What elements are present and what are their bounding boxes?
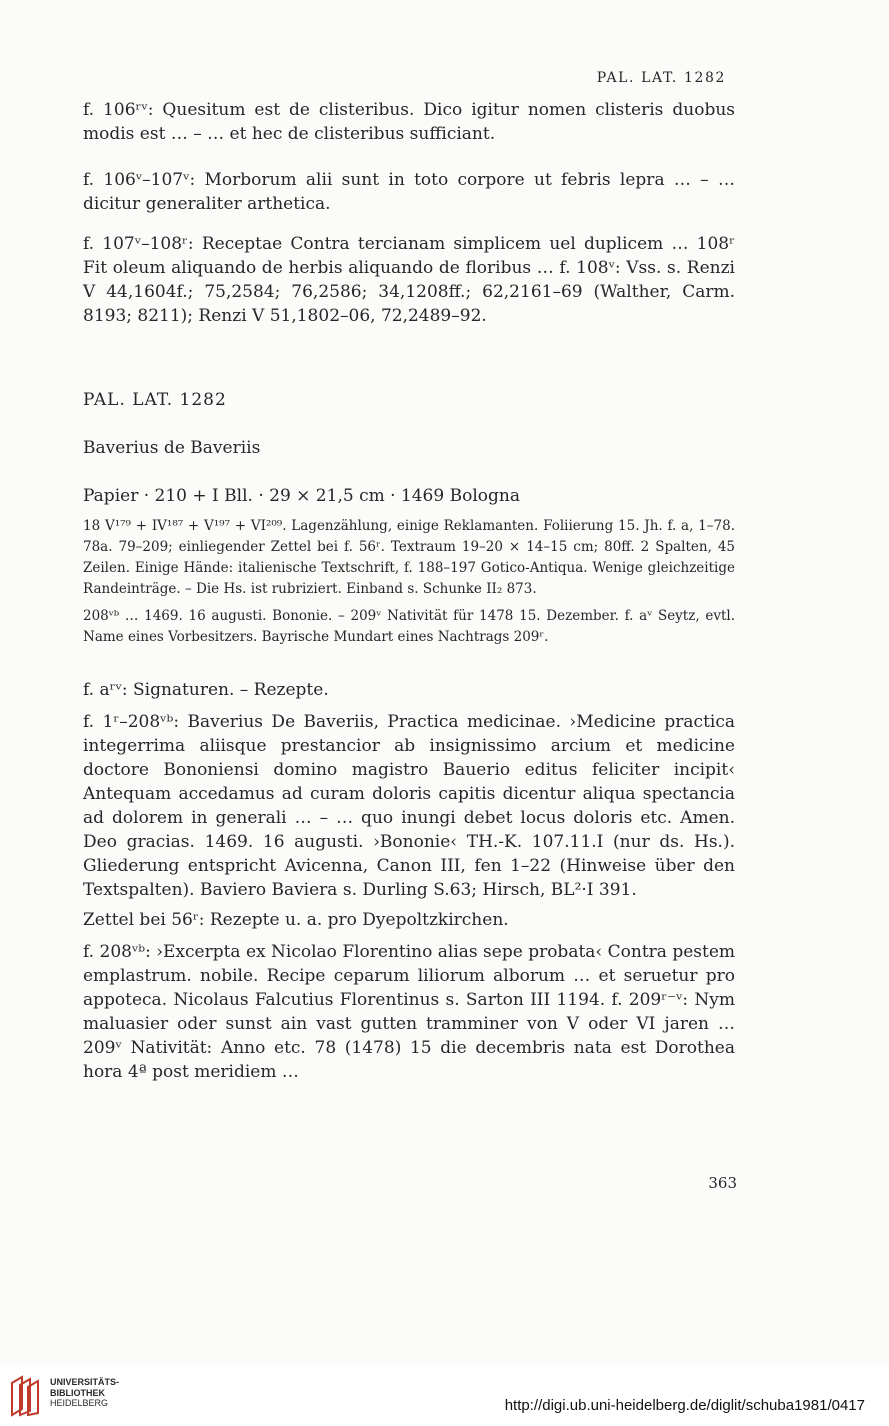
entry-receptae: f. 107ᵛ–108ʳ: Receptae Contra tercianam simplicem uel duplicem … 108ʳ Fit oleum aliquando de herbis aliquando de floribus … f. 108ᵛ: Vss. s. Renzi V 44,1604f.; 75,2584; 76,2586; 34,1208ff.; 62,2161–69 (Walther, Carm. 8193; 8211); Renzi V 51,1802–06, 72,2489–92.	[83, 234, 735, 326]
library-name	[50, 1377, 119, 1409]
source-url-link[interactable]: http://digi.ub.uni-heidelberg.de/diglit/schuba1981/0417	[504, 1397, 865, 1414]
library-name-line1: UNIVERSITÄTS-	[50, 1377, 120, 1387]
entry-signaturen: f. aʳᵛ: Signaturen. – Rezepte.	[83, 680, 329, 700]
entry-clisteribus: f. 106ʳᵛ: Quesitum est de clisteribus. Dico igitur nomen clisteris duobus modis est … – … et hec de clisteribus sufficiant.	[83, 100, 735, 144]
library-name-line2: BIBLIOTHEK	[50, 1387, 105, 1398]
author-title: Baverius de Baveriis	[83, 438, 261, 458]
footer-bar	[0, 1367, 889, 1426]
section-heading: PAL. LAT. 1282	[83, 390, 227, 410]
entry-zettel: Zettel bei 56ʳ: Rezepte u. a. pro Dyepoltzkirchen.	[83, 910, 509, 930]
codicological-description: 18 V¹⁷⁹ + IV¹⁸⁷ + V¹⁹⁷ + VI²⁰⁹. Lagenzählung, einige Reklamanten. Foliierung 15. Jh. f. a, 1–78. 78a. 79–209; einliegender Zettel bei f. 56ʳ. Textraum 19–20 × 14–15 cm; 80ff. 2 Spalten, 45 Zeilen. Einige Hände: italienische Textschrift, f. 188–197 Gotico-Antiqua. Wenige gleichzeitige Randeinträge. – Die Hs. ist rubriziert. Einband s. Schunke II₂ 873.	[83, 518, 735, 597]
dating-note: 208ᵛᵇ … 1469. 16 augusti. Bononie. – 209ᵛ Nativität für 1478 15. Dezember. f. aᵛ Seytz, evtl. Name eines Vorbesitzers. Bayrische Mundart eines Nachtrags 209ʳ.	[83, 608, 735, 645]
physical-description: Papier · 210 + I Bll. · 29 × 21,5 cm · 1469 Bologna	[83, 486, 520, 506]
running-head: PAL. LAT. 1282	[596, 70, 726, 86]
entry-excerpta: f. 208ᵛᵇ: ›Excerpta ex Nicolao Florentino alias sepe probata‹ Contra pestem emplastrum. nobile. Recipe ceparum liliorum alborum … et seruetur pro appoteca. Nicolaus Falcutius Florentinus s. Sarton III 1194. f. 209ʳ⁻ᵛ: Nym maluasier oder sunst ain vast gutten tramminer von V oder VI jaren … 209ᵛ Nativität: Anno etc. 78 (1478) 15 die decembris nata est Dorothea hora 4ª post meridiem …	[83, 942, 735, 1082]
library-logo-icon	[8, 1375, 42, 1417]
entry-morborum: f. 106ᵛ–107ᵛ: Morborum alii sunt in toto corpore ut febris lepra … – … dicitur generaliter arthetica.	[83, 170, 735, 214]
library-name-line3: HEIDELBERG	[50, 1398, 109, 1408]
page-number: 363	[708, 1174, 737, 1192]
entry-practica-medicinae: f. 1ʳ–208ᵛᵇ: Baverius De Baveriis, Practica medicinae. ›Medicine practica integerrima aliisque prestancior ab insignissimo arcium et medicine doctore Bononiensi domino magistro Bauerio editus feliciter incipit‹ Antequam accedamus ad curam doloris capitis dicentur aliqua spectancia ad dolorem in generali … – … quo inungi debet locus doloris etc. Amen. Deo gracias. 1469. 16 augusti. ›Bononie‹ TH.-K. 107.11.I (nur ds. Hs.). Gliederung entspricht Avicenna, Canon III, fen 1–22 (Hinweise über den Textspalten). Baviero Baviera s. Durling S.63; Hirsch, BL²·I 391.	[83, 712, 735, 900]
